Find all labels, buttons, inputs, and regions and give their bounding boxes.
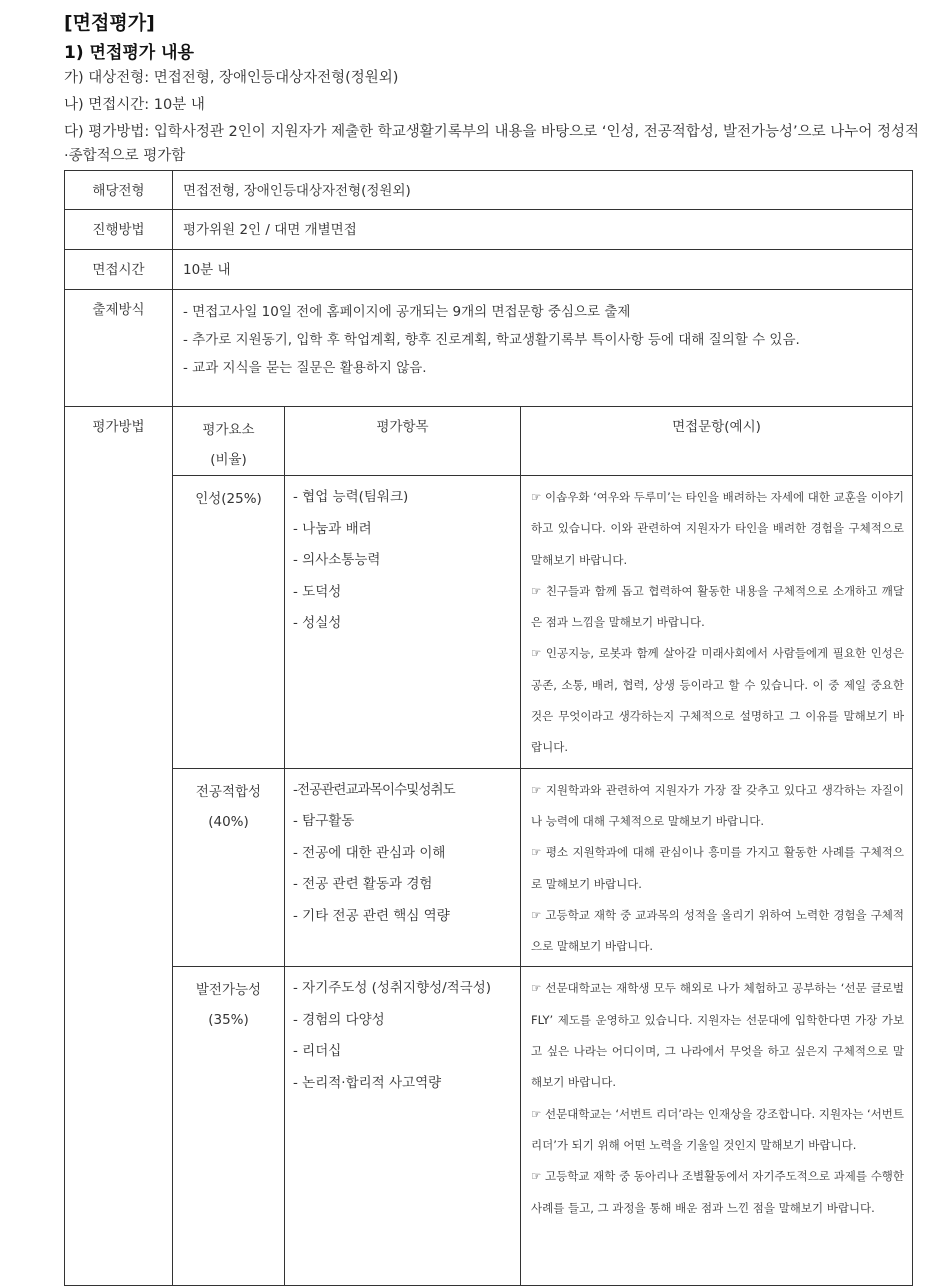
- question-method-line: - 교과 지식을 묻는 질문은 활용하지 않음.: [183, 360, 427, 376]
- criterion-questions: [521, 967, 913, 1286]
- page-title: [면접평가]: [64, 12, 155, 34]
- criterion-item: - 협업 능력(팀워크): [293, 489, 409, 505]
- example-question: ☞ 평소 지원학과에 대해 관심이나 흥미를 가지고 활동한 사례를 구체적으로 말해보기 바랍니다.: [531, 845, 905, 891]
- criterion-questions: [521, 768, 913, 967]
- intro-method: 다) 평가방법: 입학사정관 2인이 지원자가 제출한 학교생활기록부의 내용을 바탕으로 ‘인성, 전공적합성, 발전가능성’으로 나누어 정성적·종합적으로 평가함: [64, 124, 919, 164]
- header-items: 평가항목: [285, 407, 521, 476]
- criterion-item: - 나눔과 배려: [293, 520, 372, 537]
- criterion-item: - 탐구활동: [293, 813, 355, 830]
- criterion-item: -전공관련교과목이수및성취도: [293, 781, 455, 798]
- criterion-name: [173, 768, 285, 967]
- criterion-item: - 의사소통능력: [293, 552, 381, 568]
- example-question: ☞ 친구들과 함께 돕고 협력하여 활동한 내용을 구체적으로 소개하고 깨달은 점과 느낌을 말해보기 바랍니다.: [531, 583, 905, 630]
- example-question: ☞ 인공지능, 로봇과 함께 살아갈 미래사회에서 사람들에게 필요한 인성은 공존, 소통, 배려, 협력, 상생 등이라고 할 수 있습니다. 이 중 제일 중요한 것은 무엇이라고 생각하는지 구체적으로 설명하고 그 이유를 말해보기 바랍니다.: [531, 646, 905, 755]
- criterion-row-personality: [65, 476, 913, 769]
- interview-table: [64, 170, 913, 1286]
- criterion-item: - 전공에 대한 관심과 이해: [293, 844, 446, 861]
- criterion-item: - 도덕성: [293, 583, 342, 600]
- criterion-row-growth-potential: [65, 967, 913, 1286]
- row-label-procedure: 진행방법: [65, 210, 173, 250]
- example-question: ☞ 지원학과와 관련하여 지원자가 가장 잘 갖추고 있다고 생각하는 자질이나 능력에 대해 구체적으로 말해보기 바랍니다.: [531, 782, 905, 828]
- header-questions: 면접문항(예시): [521, 407, 913, 476]
- header-element: [173, 407, 285, 476]
- section-heading: 1) 면접평가 내용: [64, 43, 194, 63]
- question-method-line: - 추가로 지원동기, 입학 후 학업계획, 향후 진로계획, 학교생활기록부 특이사항 등에 대해 질의할 수 있음.: [183, 332, 800, 348]
- criterion-item: - 성실성: [293, 615, 342, 631]
- example-question: ☞ 고등학교 재학 중 교과목의 성적을 올리기 위하여 노력한 경험을 구체적으로 말해보기 바랍니다.: [531, 907, 905, 954]
- intro-time: 나) 면접시간: 10분 내: [64, 97, 205, 113]
- criterion-label: 발전가능성: [195, 982, 262, 999]
- criterion-items: [285, 967, 521, 1286]
- row-value-procedure: 평가위원 2인 / 대면 개별면접: [173, 210, 913, 250]
- criterion-label: 인성(25%): [195, 491, 262, 507]
- example-question: ☞ 고등학교 재학 중 동아리나 조별활동에서 자기주도적으로 과제를 수행한 사례를 들고, 그 과정을 통해 배운 점과 느낀 점을 말해보기 바랍니다.: [531, 1169, 905, 1215]
- table-row: [65, 290, 913, 407]
- header-ratio-label: (비율): [210, 452, 247, 468]
- criterion-label: 전공적합성: [195, 783, 262, 800]
- criterion-ratio: (35%): [208, 1012, 249, 1029]
- criterion-items: [285, 476, 521, 769]
- header-element-label: 평가요소: [202, 422, 255, 438]
- table-row: [65, 407, 913, 476]
- criterion-ratio: (40%): [208, 813, 249, 830]
- example-question: ☞ 이솝우화 ‘여우와 두루미’는 타인을 배려하는 자세에 대한 교훈을 이야기하고 있습니다. 이와 관련하여 지원자가 타인을 배려한 경험을 구체적으로 말해보기 바랍니다.: [531, 490, 905, 567]
- example-question: ☞ 선문대학교는 재학생 모두 해외로 나가 체험하고 공부하는 ‘선문 글로벌FLY’ 제도를 운영하고 있습니다. 지원자는 선문대에 입학한다면 가장 가보고 싶은 나라는 어디이며, 그 나라에서 무엇을 하고 싶은지 구체적으로 말해보기 바랍니다.: [531, 981, 905, 1090]
- row-value-interview-time: 10분 내: [173, 250, 913, 290]
- criterion-item: - 리더십: [293, 1043, 342, 1060]
- criterion-item: - 논리적·합리적 사고역량: [293, 1074, 442, 1091]
- criterion-row-major-fit: [65, 768, 913, 967]
- row-value-admission-type: 면접전형, 장애인등대상자전형(정원외): [173, 171, 913, 210]
- table-row: [65, 210, 913, 250]
- criterion-name: [173, 967, 285, 1286]
- row-value-question-method: [173, 290, 913, 407]
- criterion-name: [173, 476, 285, 769]
- criterion-item: - 기타 전공 관련 핵심 역량: [293, 907, 450, 924]
- example-question: ☞ 선문대학교는 ‘서번트 리더’라는 인재상을 강조합니다. 지원자는 ‘서번트 리더’가 되기 위해 어떤 노력을 기울일 것인지 말해보기 바랍니다.: [531, 1106, 905, 1152]
- question-method-line: - 면접고사일 10일 전에 홈페이지에 공개되는 9개의 면접문항 중심으로 출제: [183, 304, 631, 320]
- table-row: [65, 250, 913, 290]
- criterion-item: - 경험의 다양성: [293, 1011, 385, 1028]
- table-row: [65, 171, 913, 210]
- row-label-interview-time: 면접시간: [65, 250, 173, 290]
- row-label-eval-method: 평가방법: [65, 407, 173, 1286]
- row-label-question-method: 출제방식: [65, 290, 173, 407]
- criterion-items: [285, 768, 521, 967]
- row-label-admission-type: 해당전형: [65, 171, 173, 210]
- criterion-item: - 전공 관련 활동과 경험: [293, 876, 433, 893]
- intro-target: 가) 대상전형: 면접전형, 장애인등대상자전형(정원외): [64, 70, 399, 86]
- criterion-questions: [521, 476, 913, 769]
- criterion-item: - 자기주도성 (성취지향성/적극성): [293, 980, 492, 997]
